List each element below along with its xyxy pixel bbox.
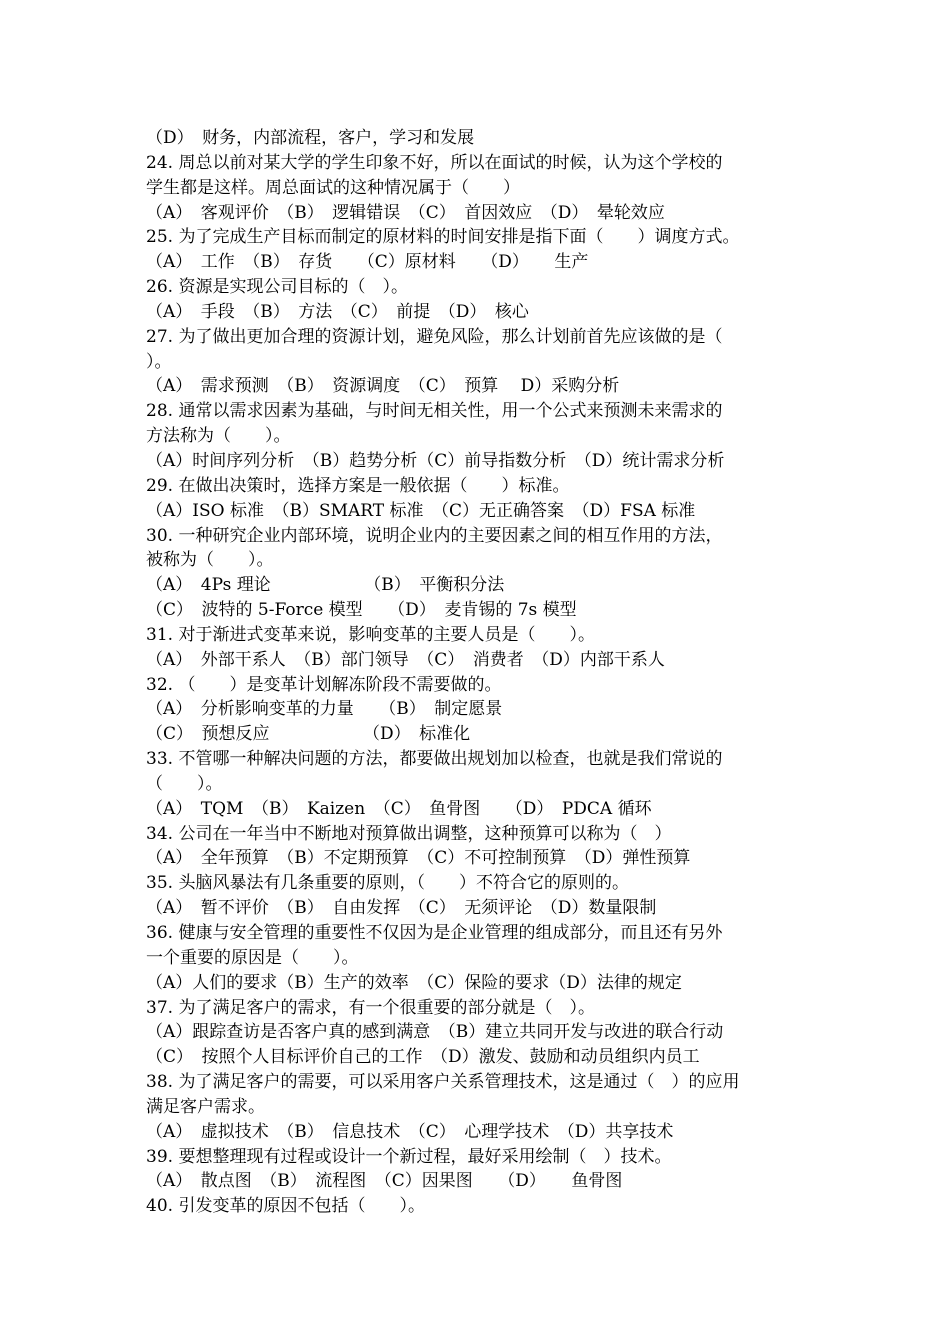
text-line: （C） 按照个人目标评价自己的工作 （D）激发、鼓励和动员组织内员工	[146, 1047, 700, 1068]
text-line: 29. 在做出决策时，选择方案是一般依据（ ）标准。	[146, 475, 570, 496]
text-line: （A）时间序列分析 （B）趋势分析（C）前导指数分析 （D）统计需求分析	[146, 450, 725, 471]
text-line: 一个重要的原因是（ ）。	[146, 947, 359, 968]
text-line: 36. 健康与安全管理的重要性不仅因为是企业管理的组成部分，而且还有另外	[146, 923, 723, 943]
text-line: （A）跟踪查访是否客户真的感到满意 （B）建立共同开发与改进的联合行动	[146, 1022, 724, 1043]
text-line: （A） 手段 （B） 方法 （C） 前提 （D） 核心	[146, 301, 529, 322]
text-line: （A） 客观评价 （B） 逻辑错误 （C） 首因效应 （D） 晕轮效应	[146, 202, 665, 223]
exam-questions	[146, 126, 810, 1219]
text-line: 28. 通常以需求因素为基础，与时间无相关性，用一个公式来预测未来需求的	[146, 401, 723, 422]
text-line: 38. 为了满足客户的需要，可以采用客户关系管理技术，这是通过（ ）的应用	[146, 1072, 740, 1093]
text-line: 学生都是这样。周总面试的这种情况属于（ ）	[146, 177, 520, 198]
text-line: （C） 波特的 5-Force 模型 （D） 麦肯锡的 7s 模型	[146, 600, 577, 621]
text-line: （A） 虚拟技术 （B） 信息技术 （C） 心理学技术 （D）共享技术	[146, 1121, 674, 1142]
text-line: 39. 要想整理现有过程或设计一个新过程，最好采用绘制（ ）技术。	[146, 1146, 672, 1167]
text-line: 25. 为了完成生产目标而制定的原材料的时间安排是指下面（ ）调度方式。	[146, 227, 740, 248]
text-line: （A） 全年预算 （B）不定期预算 （C）不可控制预算 （D）弹性预算	[146, 848, 691, 869]
text-line: 24. 周总以前对某大学的学生印象不好，所以在面试的时候，认为这个学校的	[146, 152, 723, 173]
text-line: 26. 资源是实现公司目标的（ ）。	[146, 277, 408, 298]
text-line: （A）人们的要求（B）生产的效率 （C）保险的要求（D）法律的规定	[146, 972, 682, 993]
text-line: 满足客户需求。	[146, 1096, 265, 1117]
text-line: （A） 分析影响变革的力量 （B） 制定愿景	[146, 699, 503, 720]
text-line: （A） 4Ps 理论 （B） 平衡积分法	[146, 575, 505, 596]
text-line: （A） 散点图 （B） 流程图 （C）因果图 （D） 鱼骨图	[146, 1171, 623, 1192]
text-line: 37. 为了满足客户的需求，有一个很重要的部分就是（ ）。	[146, 997, 595, 1018]
text-line: 方法称为（ ）。	[146, 426, 291, 447]
text-line: 34. 公司在一年当中不断地对预算做出调整，这种预算可以称为（ ）	[146, 823, 672, 844]
text-line: 31. 对于渐进式变革来说，影响变革的主要人员是（ ）。	[146, 624, 595, 645]
text-line: （C） 预想反应 （D） 标准化	[146, 724, 471, 745]
text-line: （A）ISO 标准 （B）SMART 标准 （C）无正确答案 （D）FSA 标准	[146, 500, 696, 521]
text-line: 35. 头脑风暴法有几条重要的原则，（ ）不符合它的原则的。	[146, 873, 629, 894]
text-line: （A） 暂不评价 （B） 自由发挥 （C） 无须评论 （D）数量限制	[146, 898, 657, 919]
text-line: （A） 外部干系人 （B）部门领导 （C） 消费者 （D）内部干系人	[146, 649, 665, 670]
text-line: ）。	[146, 351, 172, 372]
text-line: （ ）。	[146, 773, 223, 794]
text-line: 被称为（ ）。	[146, 550, 274, 571]
text-line: 40. 引发变革的原因不包括（ ）。	[146, 1196, 425, 1217]
text-line: （A） TQM （B） Kaizen （C） 鱼骨图 （D） PDCA 循环	[146, 798, 652, 819]
text-line: 27. 为了做出更加合理的资源计划，避免风险，那么计划前首先应该做的是（	[146, 326, 723, 347]
text-line: （D） 财务，内部流程，客户，学习和发展	[146, 128, 475, 148]
text-line: 32. （ ）是变革计划解冻阶段不需要做的。	[146, 674, 502, 695]
text-line: 30. 一种研究企业内部环境，说明企业内的主要因素之间的相互作用的方法，	[146, 525, 723, 546]
text-line: （A） 工作 （B） 存货 （C）原材料 （D） 生产	[146, 252, 589, 273]
text-line: （A） 需求预测 （B） 资源调度 （C） 预算 D）采购分析	[146, 376, 620, 397]
text-line: 33. 不管哪一种解决问题的方法，都要做出规划加以检查，也就是我们常说的	[146, 749, 723, 770]
